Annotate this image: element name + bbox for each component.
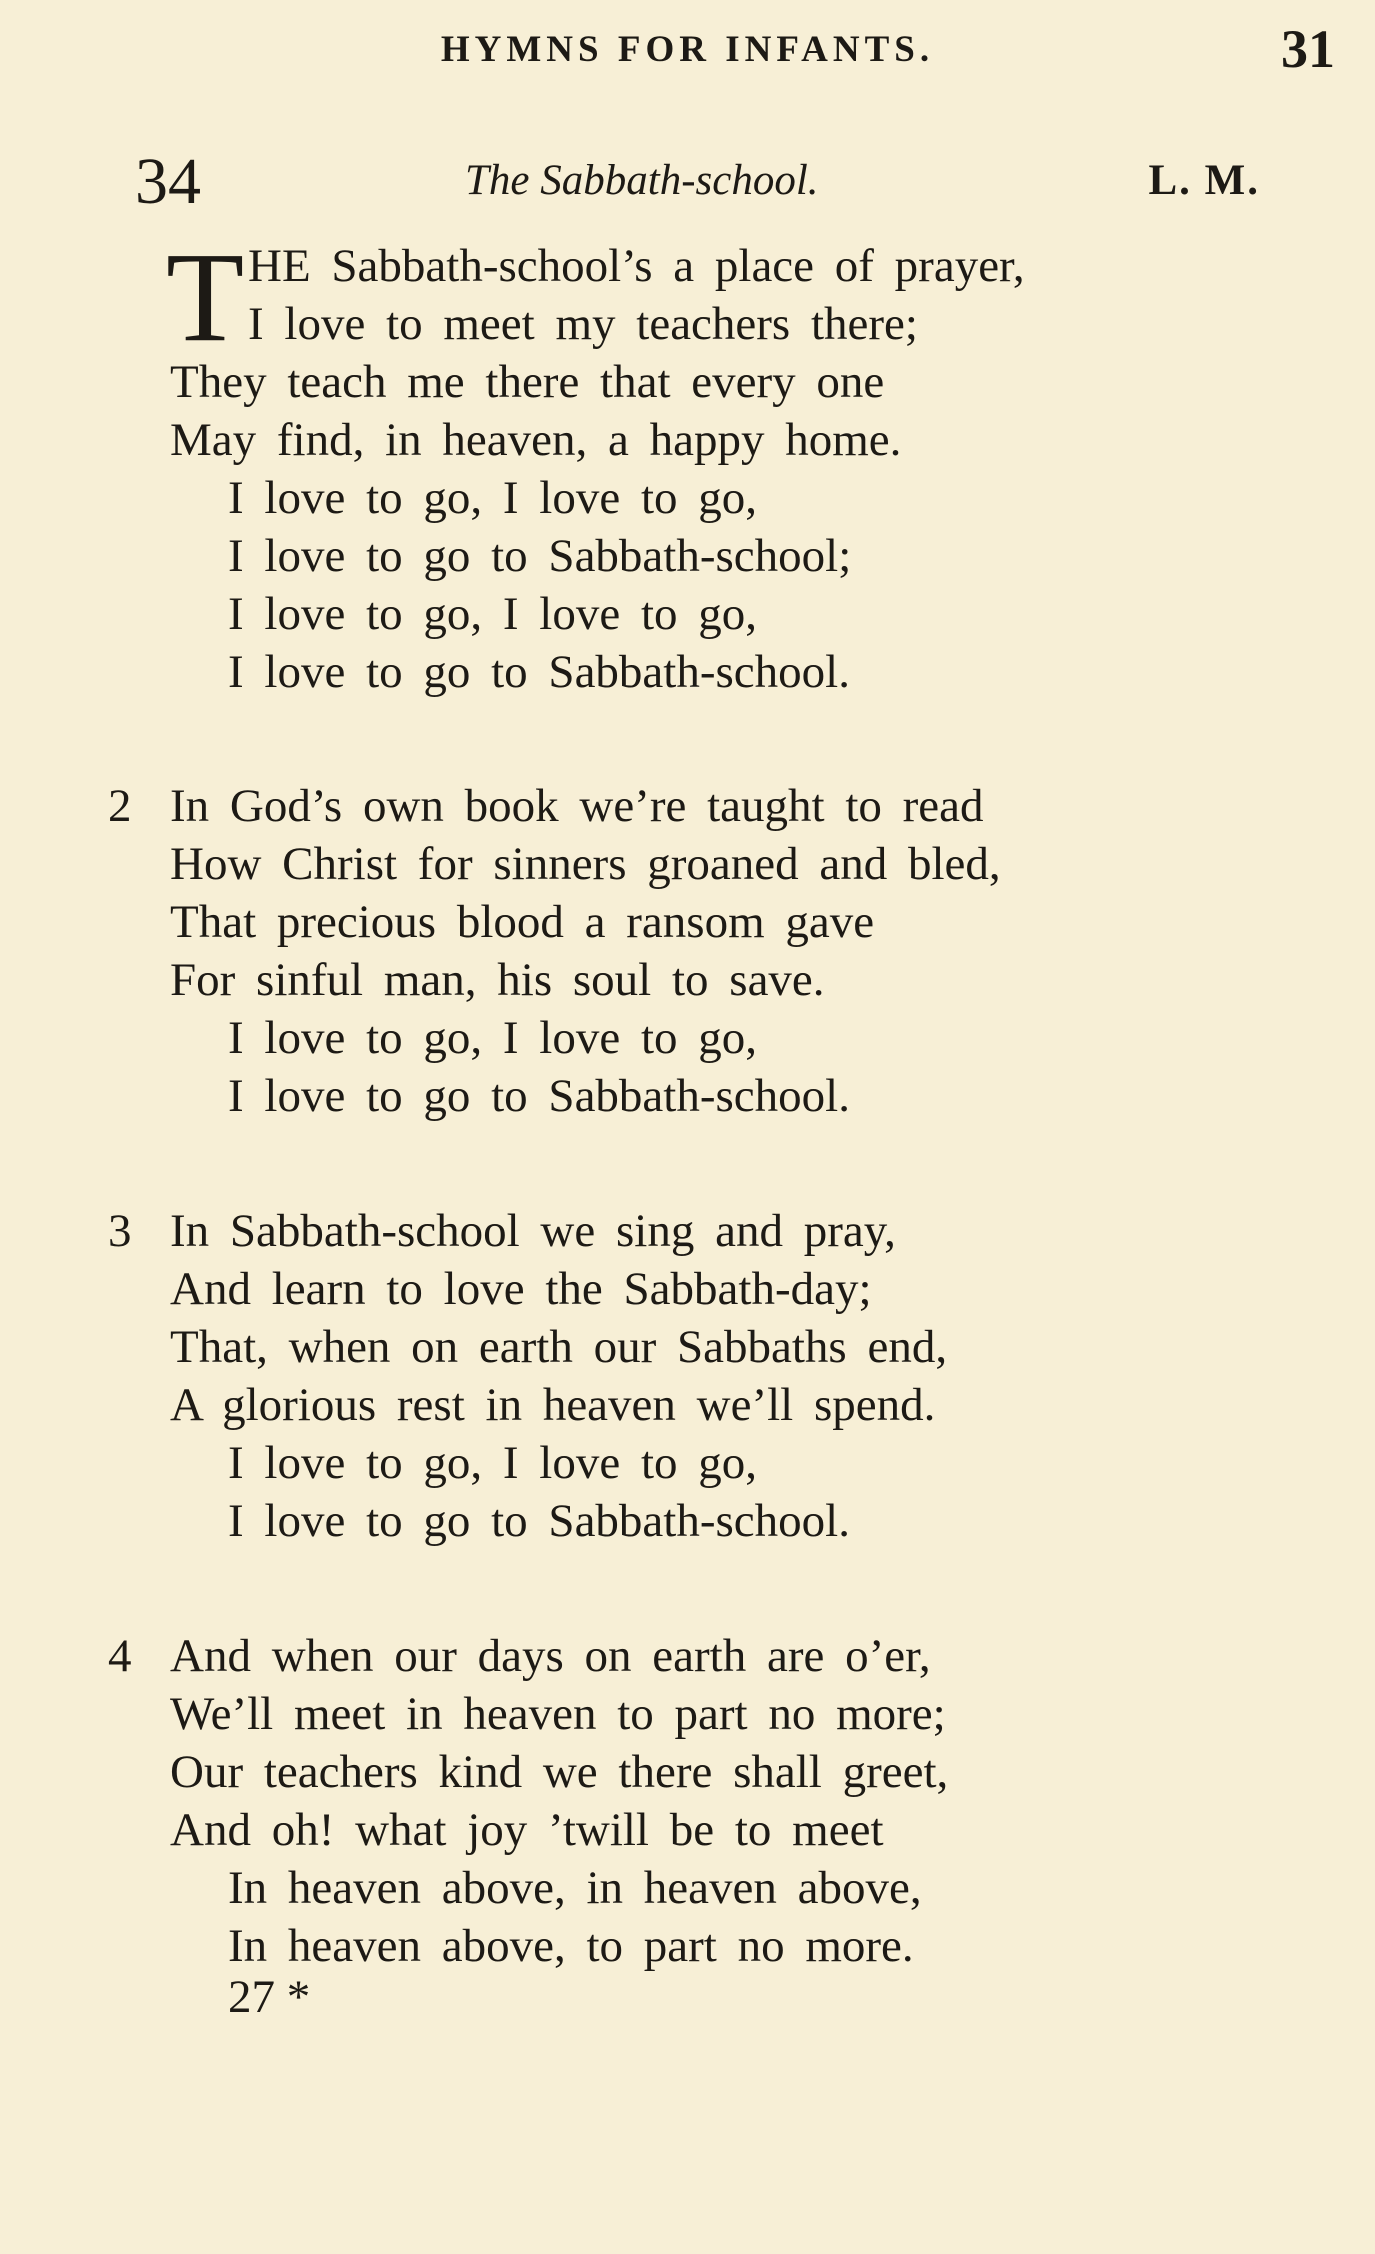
verse-line: That, when on earth our Sabbaths end, [170, 1321, 948, 1373]
verse-line: A glorious rest in heaven we’ll spend. [170, 1379, 936, 1431]
stanza-1 [166, 226, 1350, 701]
verse-line: In Sabbath-school we sing and pray, [170, 1205, 896, 1257]
hymn-header [135, 145, 1260, 220]
hymn-meter: L. M. [1148, 157, 1260, 204]
chorus-line: I love to go, I love to go, [228, 1012, 758, 1064]
hymn-title: The Sabbath-school. [465, 157, 819, 204]
chorus-line: In heaven above, to part no more. [228, 1920, 914, 1972]
chorus-line: I love to go, I love to go, [228, 588, 758, 640]
verse-line: We’ll meet in heaven to part no more; [170, 1688, 946, 1740]
chorus-line: In heaven above, in heaven above, [228, 1862, 922, 1914]
stanza-number: 4 [108, 1630, 132, 1682]
verse-line: HE Sabbath-school’s a place of prayer, [248, 240, 1025, 292]
chorus-line: I love to go, I love to go, [228, 472, 758, 524]
verse-line: And learn to love the Sabbath-day; [170, 1263, 872, 1315]
chorus-line: I love to go to Sabbath-school. [228, 1070, 850, 1122]
verse-line: And when our days on earth are o’er, [170, 1630, 931, 1682]
verse-line: May find, in heaven, a happy home. [170, 414, 902, 466]
running-title: HYMNS FOR INFANTS. [440, 29, 935, 70]
verse-line: For sinful man, his soul to save. [170, 954, 825, 1006]
verse-line: That precious blood a ransom gave [170, 896, 875, 948]
stanza-number: 3 [108, 1205, 132, 1257]
running-head [0, 19, 1375, 92]
stanza-4 [108, 1627, 1350, 1975]
chorus-line: I love to go, I love to go, [228, 1437, 758, 1489]
verse-line: And oh! what joy ’twill be to meet [170, 1804, 884, 1856]
verse-line: I love to meet my teachers there; [248, 298, 918, 350]
chorus-line: I love to go to Sabbath-school. [228, 646, 850, 698]
signature-mark: 27 * [228, 1971, 311, 2023]
page-number: 31 [1281, 19, 1335, 79]
chorus-line: I love to go to Sabbath-school. [228, 1495, 850, 1547]
verse-line: Our teachers kind we there shall greet, [170, 1746, 949, 1798]
chorus-line: I love to go to Sabbath-school; [228, 530, 852, 582]
stanza-2 [108, 777, 1350, 1125]
hymn-number: 34 [135, 145, 201, 218]
verse-line: In God’s own book we’re taught to read [170, 780, 984, 832]
stanza-3 [108, 1202, 1350, 1550]
verse-line: How Christ for sinners groaned and bled, [170, 838, 1001, 890]
verse-line: They teach me there that every one [170, 356, 885, 408]
stanza-number: 2 [108, 780, 132, 832]
drop-cap: T [166, 226, 245, 368]
